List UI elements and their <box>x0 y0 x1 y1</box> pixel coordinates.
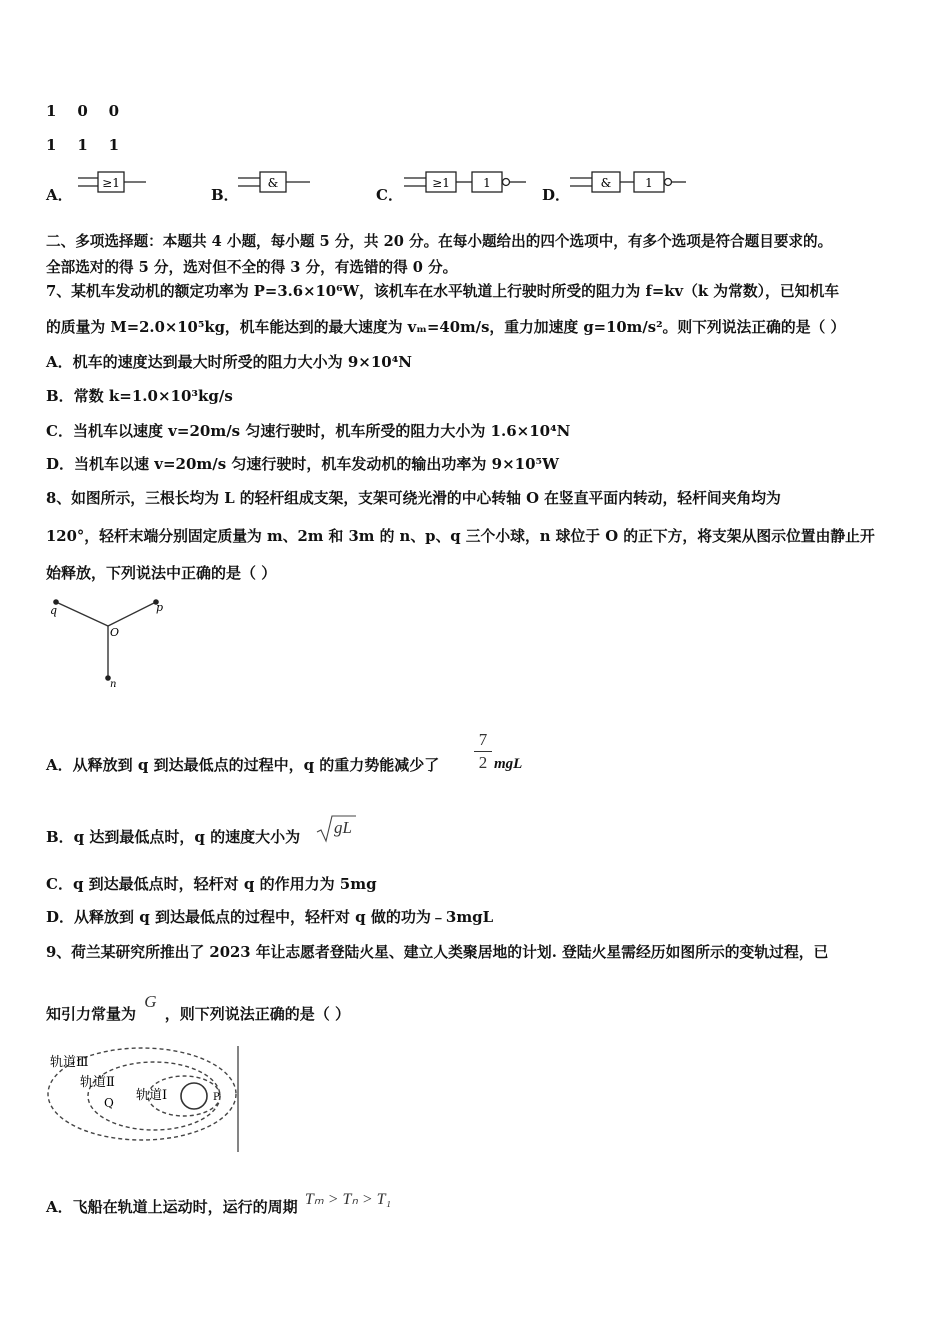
question-9-stem-line-1: 9、荷兰某研究所推出了 2023 年让志愿者登陆火星、建立人类聚居地的计划. 登陆火星需经历如图所示的变轨过程，已 <box>46 944 829 961</box>
or-gate-icon <box>78 170 148 196</box>
option-b-gate-symbol: & <box>267 176 279 190</box>
gravitational-constant-g: G <box>144 992 157 1011</box>
point-p-label: P <box>213 1092 220 1103</box>
question-9-option-a <box>46 1191 392 1217</box>
question-8-option-c: C．q 到达最低点时，轻杆对 q 的作用力为 5mg <box>46 875 377 893</box>
question-9-stem-line-2-pre: 知引力常量为 <box>46 1005 137 1023</box>
and-gate-icon <box>238 170 313 196</box>
question-8-option-b-text: B．q 达到最低点时，q 的速度大小为 <box>46 828 301 846</box>
option-a-label: A． <box>46 186 73 204</box>
question-8-option-d: D．从释放到 q 到达最低点的过程中，轻杆对 q 做的功为﹣3mgL <box>46 908 494 926</box>
question-7-option-b: B．常数 k=1.0×10³kg/s <box>46 387 233 405</box>
question-7-stem-line-1: 7、某机车发动机的额定功率为 P=3.6×10⁶W，该机车在水平轨道上行驶时所受的阻力为 f=kv（k 为常数），已知机车 <box>46 283 840 300</box>
tripod-rod-figure <box>44 594 184 694</box>
question-9-stem-line-2-post: ，则下列说法正确的是（ ） <box>164 1005 350 1023</box>
question-8-option-a <box>46 754 439 775</box>
question-8-option-b-radicand <box>334 818 352 838</box>
section-2-heading-line-1: 二、多项选择题：本题共 4 小题，每小题 5 分，共 20 分。在每小题给出的四个选项中，有多个选项是符合题目要求的。 <box>46 233 833 250</box>
question-8-stem-line-3: 始释放，下列说法中正确的是（ ） <box>46 564 277 582</box>
label-n: n <box>110 679 117 690</box>
fraction-numerator: 7 <box>478 730 488 749</box>
period-inequality: Tₘ > Tₙ > T₁ <box>304 1191 392 1208</box>
orbit-transfer-figure <box>44 1044 244 1154</box>
point-q-label: Q <box>104 1096 114 1110</box>
question-7-option-a: A．机车的速度达到最大时所受的阻力大小为 9×10⁴N <box>46 353 413 371</box>
section-2-heading-line-2: 全部选对的得 5 分，选对但不全的得 3 分，有选错的得 0 分。 <box>46 259 458 276</box>
nor-gate-icon <box>404 170 529 196</box>
question-7-option-c: C．当机车以速度 v=20m/s 匀速行驶时，机车所受的阻力大小为 1.6×10⁴N <box>46 422 571 440</box>
question-7-stem-line-2: 的质量为 M=2.0×10⁵kg，机车能达到的最大速度为 vₘ=40m/s，重力加速度 g=10m/s²。则下列说法正确的是（ ） <box>46 319 846 336</box>
label-o: O <box>110 626 120 639</box>
logic-gate-options <box>0 168 950 208</box>
question-8-option-a-mgl: mgL <box>494 756 523 772</box>
question-7-option-d: D．当机车以速 v=20m/s 匀速行驶时，机车发动机的输出功率为 9×10⁵W <box>46 455 559 473</box>
fraction-denominator: 2 <box>478 753 488 772</box>
sqrt-gl: gL <box>334 818 352 837</box>
label-q: q <box>50 604 58 617</box>
option-a-gate-symbol: ≥1 <box>102 176 120 190</box>
option-c-gate-symbol-1: ≥1 <box>432 176 450 190</box>
option-d-gate-symbol-2: 1 <box>645 176 653 190</box>
option-c-gate-symbol-2: 1 <box>483 176 491 190</box>
question-8-option-b <box>46 826 300 847</box>
option-c-label: C． <box>376 186 403 204</box>
fraction-bar <box>474 751 492 752</box>
option-d-gate-symbol-1: & <box>600 176 612 190</box>
nand-gate-icon <box>570 170 690 196</box>
orbit-iii-label: 轨道Ⅲ <box>50 1055 89 1070</box>
question-9-option-a-text: A．飞船在轨道上运动时，运行的周期 <box>46 1198 298 1216</box>
question-8-stem-line-1: 8、如图所示，三根长均为 L 的轻杆组成支架，支架可绕光滑的中心转轴 O 在竖直平面内转动，轻杆间夹角均为 <box>46 490 781 507</box>
truth-table-row-2: 1 1 1 <box>46 136 120 154</box>
option-d-label: D． <box>542 186 571 204</box>
question-8-stem-line-2: 120°，轻杆末端分别固定质量为 m、2m 和 3m 的 n、p、q 三个小球，n 球位于 O 的正下方，将支架从图示位置由静止开 <box>46 528 875 545</box>
fraction-seven-halves <box>474 730 492 773</box>
question-8-option-a-tail <box>494 754 522 773</box>
mars-planet <box>181 1083 207 1109</box>
truth-table-row-1: 1 0 0 <box>46 102 120 120</box>
orbit-i-label: 轨道Ⅰ <box>136 1088 168 1103</box>
question-8-option-a-text: A．从释放到 q 到达最低点的过程中，q 的重力势能减少了 <box>46 756 440 774</box>
question-9-stem-line-2 <box>46 992 350 1024</box>
label-p: p <box>156 601 164 614</box>
orbit-ii-label: 轨道Ⅱ <box>80 1075 115 1090</box>
option-b-label: B． <box>211 186 239 204</box>
